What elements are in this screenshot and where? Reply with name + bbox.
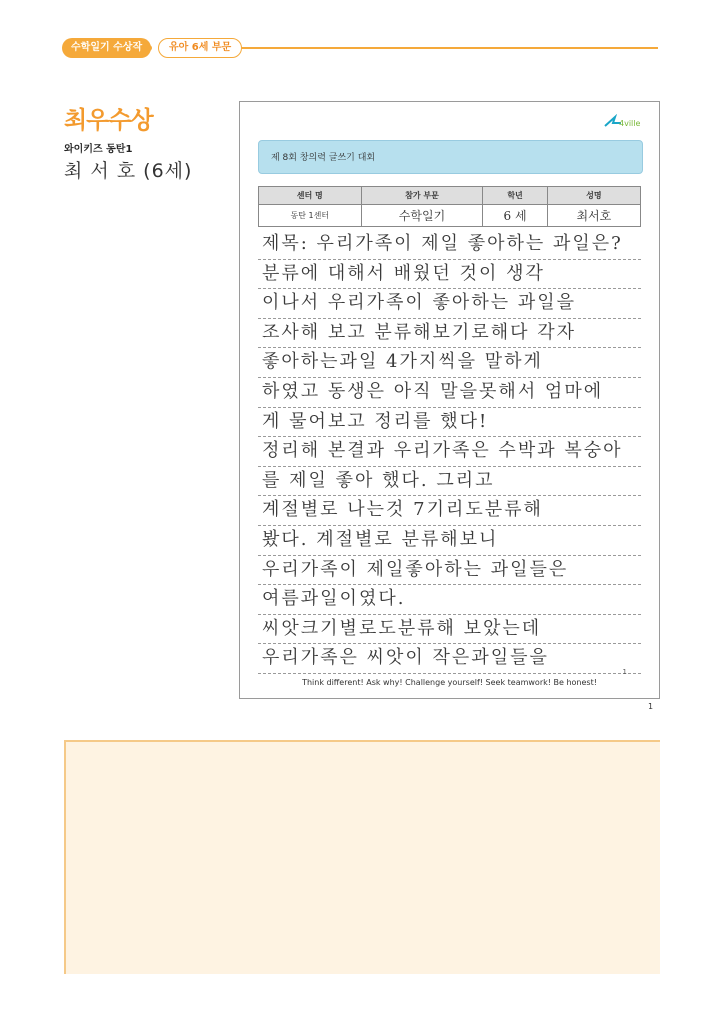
motto-footer: Think different! Ask why! Challenge yourself! Seek teamwork! Be honest!	[302, 678, 597, 687]
brand-logo-icon	[601, 114, 647, 130]
svg-text:4ville: 4ville	[619, 119, 641, 128]
header-division: 참가 부문	[361, 187, 483, 205]
entry-info-table	[258, 186, 641, 227]
category-pill: 수학일기 수상작	[62, 38, 151, 58]
value-center: 동탄 1센터	[259, 205, 362, 227]
value-division: 수학일기	[361, 205, 483, 227]
section-pill: 유아 6세 부문	[158, 38, 242, 58]
header-rule	[212, 47, 658, 49]
banner-title: 제 8회 창의력 글쓰기 대회	[271, 153, 376, 163]
handwritten-line: 씨앗크기별로도분류해 보았는데	[258, 615, 641, 645]
handwritten-line: 좋아하는과일 4가지씩을 말하게	[258, 348, 641, 378]
handwritten-line: 우리가족은 씨앗이 작은과일들을	[258, 644, 641, 674]
handwritten-line: 제목: 우리가족이 제일 좋아하는 과일은?	[258, 230, 641, 260]
note-box	[64, 740, 660, 974]
center-name: 와이키즈 동탄1	[64, 144, 133, 155]
header-center: 센터 명	[259, 187, 362, 205]
handwritten-line: 봤다. 계절별로 분류해보니	[258, 526, 641, 556]
handwritten-line: 조사해 보고 분류해보기로해다 각자	[258, 319, 641, 349]
writer-name: 최 서 호 (6세)	[64, 160, 193, 182]
handwritten-line: 를 제일 좋아 했다. 그리고	[258, 467, 641, 497]
handwritten-line: 여름과일이였다.	[258, 585, 641, 615]
handwritten-line: 정리해 본결과 우리가족은 수박과 복숭아	[258, 437, 641, 467]
handwritten-line: 우리가족이 제일좋아하는 과일들은	[258, 556, 641, 586]
contest-banner	[258, 140, 643, 174]
page-number: 1	[648, 702, 654, 711]
sheet-page-number: 1	[622, 668, 627, 676]
scanned-diary-sheet	[239, 101, 660, 699]
header-grade: 학년	[483, 187, 547, 205]
value-name: 최서호	[547, 205, 640, 227]
handwritten-lines	[258, 230, 641, 674]
handwritten-line: 이나서 우리가족이 좋아하는 과일을	[258, 289, 641, 319]
top-header	[62, 38, 658, 60]
value-grade: 6 세	[483, 205, 547, 227]
handwritten-line: 계절별로 나는것 7기리도분류해	[258, 496, 641, 526]
header-name: 성명	[547, 187, 640, 205]
separator-dot	[146, 45, 152, 51]
award-title: 최우수상	[64, 106, 153, 134]
handwritten-line: 분류에 대해서 배웠던 것이 생각	[258, 260, 641, 290]
handwritten-line: 하였고 동생은 아직 말을못해서 엄마에	[258, 378, 641, 408]
handwritten-line: 게 물어보고 정리를 했다!	[258, 408, 641, 438]
